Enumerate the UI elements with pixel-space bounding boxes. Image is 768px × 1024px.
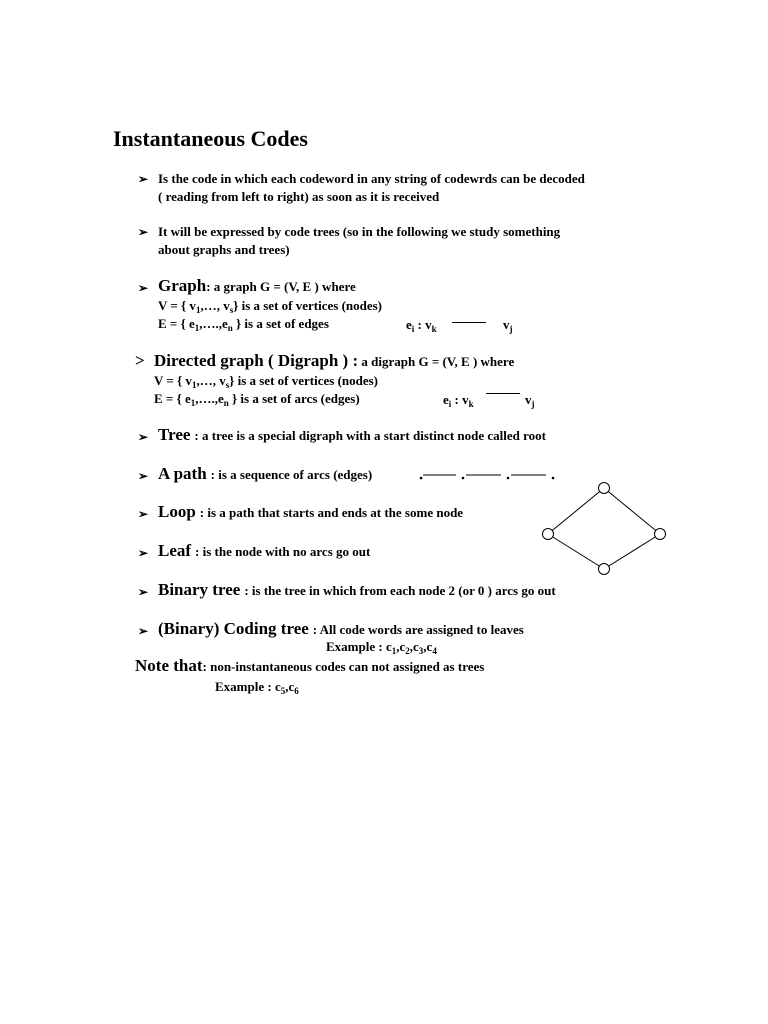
coding-tree-example: Example : $c_1,c_2,c_3,c_4$ bbox=[326, 639, 437, 656]
digraph-vj: $v_j$ bbox=[525, 392, 535, 409]
graph-definition bbox=[158, 276, 356, 296]
note-example: Example : $c_5,c_6$ bbox=[215, 679, 299, 696]
digraph-vertices: V = { $v_1,\dots$, $v_s$} is a set of vertices (nodes) bbox=[154, 373, 379, 390]
graph-edge bbox=[604, 488, 660, 534]
digraph-term: Directed graph ( Digraph ) : bbox=[154, 351, 359, 370]
bullet-arrow-icon: ➢ bbox=[138, 430, 149, 444]
graph-edge bbox=[548, 534, 604, 569]
graph-edge bbox=[548, 488, 604, 534]
note-def: : non-instantaneous codes can not assigned as trees bbox=[202, 659, 485, 674]
bullet-arrow-icon: ➢ bbox=[138, 172, 149, 186]
binary-tree-term: Binary tree bbox=[158, 580, 241, 599]
digraph-edges: E = { $e_1,\dots.,e_n$ } is a set of arcs (edges) bbox=[154, 391, 360, 408]
bullet-arrow-icon: ➢ bbox=[138, 585, 149, 599]
loop-def: : is a path that starts and ends at the some node bbox=[199, 505, 464, 520]
digraph-edge-notation: $e_i$ : $v_k$ bbox=[443, 392, 474, 409]
coding-tree-def: : All code words are assigned to leaves bbox=[312, 622, 524, 637]
graph-edge bbox=[604, 534, 660, 569]
leaf-def: : is the node with no arcs go out bbox=[195, 544, 371, 559]
path-dot bbox=[507, 477, 510, 480]
item1-line1: Is the code in which each codeword in any string of codewrds can be decoded bbox=[158, 171, 585, 186]
path-dot bbox=[462, 477, 465, 480]
path-term: A path bbox=[158, 464, 207, 483]
graph-term: Graph bbox=[158, 276, 207, 295]
graph-edge-notation: $e_i$ : $v_k$ bbox=[406, 317, 437, 334]
tree-def: : a tree is a special digraph with a start distinct node called root bbox=[194, 428, 546, 443]
edge-line bbox=[452, 322, 486, 323]
bullet-arrow-icon: ➢ bbox=[138, 624, 149, 638]
bullet-arrow-icon: ➢ bbox=[138, 225, 149, 239]
path-sequence-illustration bbox=[418, 466, 558, 482]
bullet-arrow-icon: ➢ bbox=[138, 281, 149, 295]
leaf-term: Leaf bbox=[158, 541, 192, 560]
item2-line1: It will be expressed by code trees (so in the following we study something bbox=[158, 224, 561, 239]
loop-term: Loop bbox=[158, 502, 196, 521]
graph-vj: $v_j$ bbox=[503, 317, 513, 334]
path-def: : is a sequence of arcs (edges) bbox=[210, 467, 373, 482]
loop-definition bbox=[158, 502, 463, 522]
digraph-marker: > bbox=[135, 351, 145, 370]
graph-vertices: V = { $v_1,\dots$, $v_s$} is a set of vertices (nodes) bbox=[158, 298, 383, 315]
graph-node bbox=[599, 483, 610, 494]
graph-node bbox=[599, 564, 610, 575]
graph-node bbox=[655, 529, 666, 540]
graph-node bbox=[543, 529, 554, 540]
arc-line bbox=[486, 393, 520, 394]
loop-graph-diagram bbox=[538, 479, 670, 579]
item1-line2: ( reading from left to right) as soon as it is received bbox=[158, 189, 440, 204]
bullet-arrow-icon: ➢ bbox=[138, 546, 149, 560]
tree-definition bbox=[158, 425, 546, 445]
binary-tree-def: : is the tree in which from each node 2 (or 0 ) arcs go out bbox=[244, 583, 556, 598]
path-dot bbox=[420, 477, 423, 480]
coding-tree-term: (Binary) Coding tree bbox=[158, 619, 309, 638]
bullet-arrow-icon: ➢ bbox=[138, 469, 149, 483]
coding-tree-definition bbox=[158, 619, 524, 639]
graph-edges: E = { $e_1,\dots.,e_n$ } is a set of edges bbox=[158, 316, 329, 333]
leaf-definition bbox=[158, 541, 370, 561]
bullet-arrow-icon: ➢ bbox=[138, 507, 149, 521]
digraph-def: a digraph G = (V, E ) where bbox=[358, 354, 515, 369]
path-definition bbox=[158, 464, 372, 484]
note-definition bbox=[135, 656, 484, 676]
digraph-definition bbox=[154, 351, 514, 371]
binary-tree-definition bbox=[158, 580, 556, 600]
graph-def: : a graph G = (V, E ) where bbox=[206, 279, 356, 294]
item2-line2: about graphs and trees) bbox=[158, 242, 290, 257]
page-title: Instantaneous Codes bbox=[113, 126, 308, 151]
tree-term: Tree bbox=[158, 425, 191, 444]
note-term: Note that bbox=[135, 656, 203, 675]
